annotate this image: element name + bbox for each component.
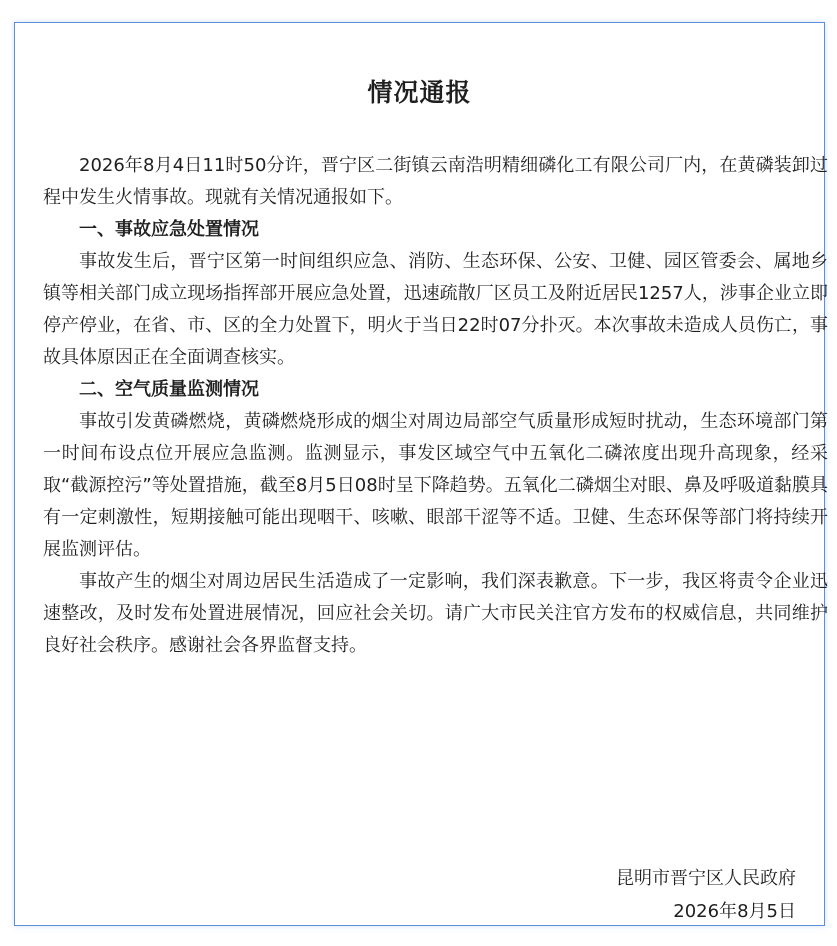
notice-card xyxy=(14,22,828,926)
section2-paragraph-1: 事故引发黄磷燃烧，黄磷燃烧形成的烟尘对周边局部空气质量形成短时扰动，生态环境部门第一时间布设点位开展应急监测。监测显示，事发区域空气中五氧化二磷浓度出现升高现象，经采取“截源控污”等处置措施，截至8月5日08时呈下降趋势。五氧化二磷烟尘对眼、鼻及呼吸道黏膜具有一定刺激性，短期接触可能出现咽干、咳嗽、眼部干涩等不适。卫健、生态环保等部门将持续开展监测评估。 xyxy=(43,411,828,560)
signature-date: 2026年8月5日 xyxy=(673,901,796,922)
section2-paragraph-2: 事故产生的烟尘对周边居民生活造成了一定影响，我们深表歉意。下一步，我区将责令企业迅速整改，及时发布处置进展情况，回应社会关切。请广大市民关注官方发布的权威信息，共同维护良好社会秩序。感谢社会各界监督支持。 xyxy=(43,571,828,656)
notice-title: 情况通报 xyxy=(367,78,472,107)
intro-paragraph: 2026年8月4日11时50分许，晋宁区二街镇云南浩明精细磷化工有限公司厂内，在黄磷装卸过程中发生火情事故。现就有关情况通报如下。 xyxy=(43,155,828,208)
section1-heading: 一、事故应急处置情况 xyxy=(79,219,259,240)
section2-heading: 二、空气质量监测情况 xyxy=(79,379,259,400)
section1-paragraph: 事故发生后，晋宁区第一时间组织应急、消防、生态环保、公安、卫健、园区管委会、属地乡镇等相关部门成立现场指挥部开展应急处置，迅速疏散厂区员工及附近居民1257人，涉事企业立即停产停业，在省、市、区的全力处置下，明火于当日22时07分扑灭。本次事故未造成人员伤亡，事故具体原因正在全面调查核实。 xyxy=(43,251,828,368)
notice-body xyxy=(43,150,828,662)
signature-organization: 昆明市晋宁区人民政府 xyxy=(616,868,796,889)
